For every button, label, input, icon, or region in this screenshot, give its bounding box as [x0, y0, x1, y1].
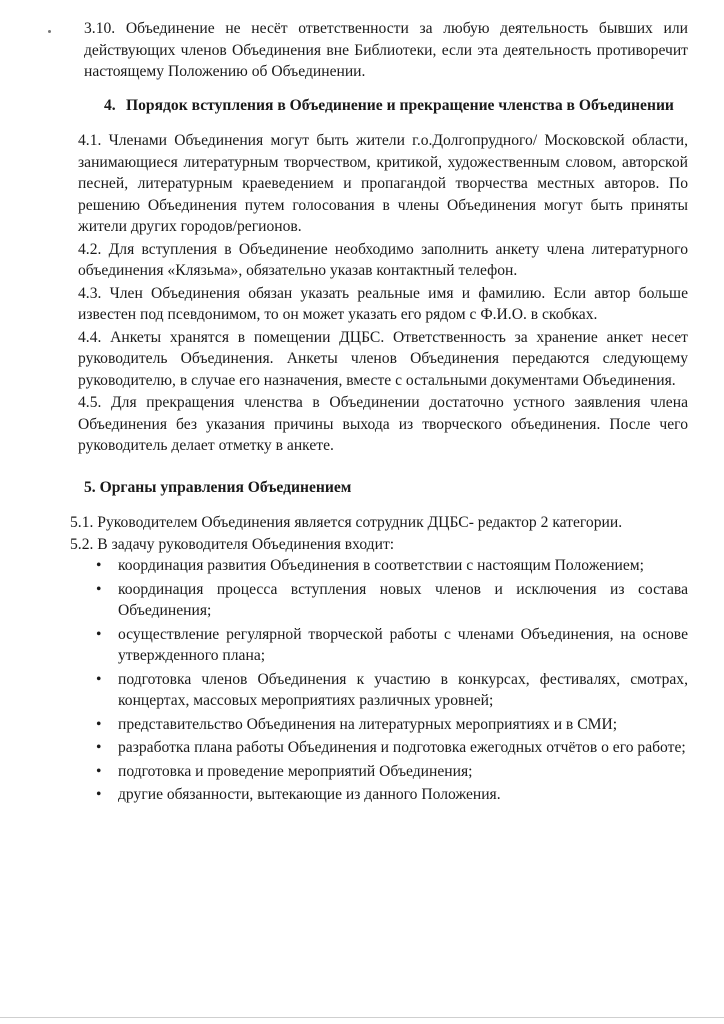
page-edge-divider	[0, 1017, 724, 1018]
bullet-icon: •	[96, 625, 102, 643]
bullet-icon: •	[96, 670, 102, 688]
paragraph-4-3: 4.3. Член Объединения обязан указать реальные имя и фамилию. Если автор больше известен под псевдонимом, то он может указать его рядом с Ф.И.О. в скобках.	[78, 284, 688, 323]
bullet-icon: •	[96, 557, 102, 574]
scan-speck	[48, 30, 51, 33]
paragraph-3-10: 3.10. Объединение не несёт ответственности за любую деятельность бывших или действующих членов Объединения вне Библиотеки, если эта деятельность противоречит настоящему Положению об Объединении.	[84, 20, 688, 80]
duties-list	[70, 555, 688, 806]
list-item: • подготовка членов Объединения к участию в конкурсах, фестивалях, смотрах, концертах, массовых мероприятиях различных уровней;	[96, 670, 688, 709]
bullet-icon: •	[96, 762, 102, 780]
paragraph-5-2: 5.2. В задачу руководителя Объединения входит:	[70, 535, 395, 553]
bullet-icon: •	[96, 580, 102, 598]
section-4-title: Порядок вступления в Объединение и прекращение членства в Объединении	[126, 96, 674, 114]
paragraph-4-4: 4.4. Анкеты хранятся в помещении ДЦБС. Ответственность за хранение анкет несет руководитель Объединения. Анкеты членов Объединения передаются следующему руководителю, в случае его назначения, вместе с остальными документами Объединения.	[78, 328, 688, 389]
list-item: • подготовка и проведение мероприятий Объединения;	[96, 761, 688, 783]
section-5-title: Органы управления Объединением	[99, 478, 352, 496]
paragraph-4-2: 4.2. Для вступления в Объединение необходимо заполнить анкету члена литературного объединения «Клязьма», обязательно указав контактный телефон.	[78, 240, 688, 279]
section-5-heading	[84, 477, 688, 499]
list-item: • разработка плана работы Объединения и подготовка ежегодных отчётов о его работе;	[96, 737, 688, 759]
bullet-icon: •	[96, 715, 102, 733]
bullet-icon: •	[96, 786, 102, 803]
paragraph-4-1: 4.1. Членами Объединения могут быть жители г.о.Долгопрудного/ Московской области, занимающиеся литературным творчеством, критикой, художественным словом, авторской песней, литературным краеведением и пропагандой творчества местных авторов. По решению Объединения путем голосования в члены Объединения могут быть приняты жители других городов/регионов.	[78, 132, 688, 235]
section-5-body	[70, 512, 688, 806]
list-item: • координация развития Объединения в соответствии с настоящим Положением;	[96, 555, 688, 577]
bullet-icon: •	[96, 739, 102, 756]
paragraph-4-5: 4.5. Для прекращения членства в Объединении достаточно устного заявления члена Объединения без указания причины выхода из творческого объединения. После чего руководитель делает отметку в анкете.	[78, 394, 688, 454]
section-5-number: 5.	[84, 478, 96, 496]
list-item: • другие обязанности, вытекающие из данного Положения.	[96, 784, 688, 806]
list-item: • осуществление регулярной творческой работы с членами Объединения, на основе утвержденного плана;	[96, 625, 688, 664]
paragraph-5-1: 5.1. Руководителем Объединения является сотрудник ДЦБС- редактор 2 категории.	[70, 514, 623, 531]
section-4-body	[78, 130, 688, 457]
section-4-number: 4.	[104, 96, 116, 114]
section-4-heading	[104, 95, 688, 117]
list-item: • координация процесса вступления новых членов и исключения из состава Объединения;	[96, 580, 688, 619]
list-item: • представительство Объединения на литературных мероприятиях и в СМИ;	[96, 714, 688, 736]
